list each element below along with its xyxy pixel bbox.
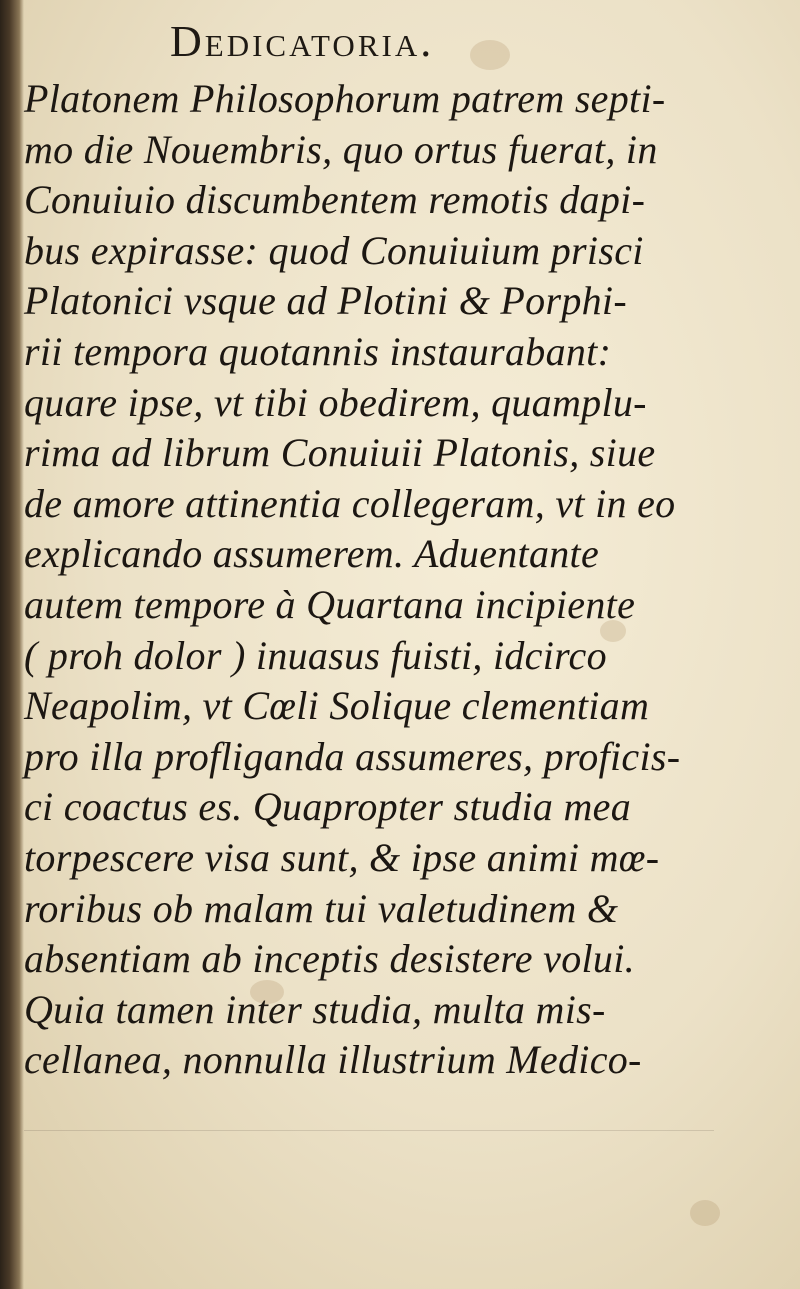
text-line: cellanea, nonnulla illustrium Medico-	[24, 1037, 642, 1083]
text-line: pro illa profliganda assumeres, proficis-	[24, 733, 681, 779]
text-block	[24, 74, 724, 1086]
text-line: Neapolim, vt Cœli Solique clementiam	[24, 683, 650, 729]
text-line: rima ad librum Conuiuii Platonis, siue	[24, 430, 656, 476]
text-line: roribus ob malam tui valetudinem &	[24, 885, 619, 931]
text-line: de amore attinentia collegeram, vt in eo	[24, 480, 676, 526]
foxing-spot	[690, 1200, 720, 1226]
text-line: Platonem Philosophorum patrem septi-	[24, 76, 666, 121]
running-head: Dedicatoria.	[170, 17, 435, 66]
text-line: ci coactus es. Quapropter studia mea	[24, 784, 632, 830]
text-line: Platonici vsque ad Plotini & Porphi-	[24, 278, 627, 324]
text-line: autem tempore à Quartana incipiente	[24, 581, 636, 627]
text-line: ( proh dolor ) inuasus fuisti, idcirco	[24, 632, 607, 678]
text-line: explicando assumerem. Aduentante	[24, 531, 600, 577]
text-line: Conuiuio discumbentem remotis dapi-	[24, 177, 646, 223]
page-bottom-rule	[24, 1130, 714, 1131]
text-line: absentiam ab inceptis desistere volui.	[24, 936, 635, 982]
text-line: Quia tamen inter studia, multa mis-	[24, 986, 606, 1032]
text-line: mo die Nouembris, quo ortus fuerat, in	[24, 126, 658, 172]
text-line: quare ipse, vt tibi obedirem, quamplu-	[24, 379, 647, 425]
text-line: bus expirasse: quod Conuiuium prisci	[24, 227, 644, 273]
binding-gutter	[0, 0, 24, 1289]
text-line: torpescere visa sunt, & ipse animi mœ-	[24, 834, 660, 880]
text-line: rii tempora quotannis instaurabant:	[24, 328, 612, 374]
